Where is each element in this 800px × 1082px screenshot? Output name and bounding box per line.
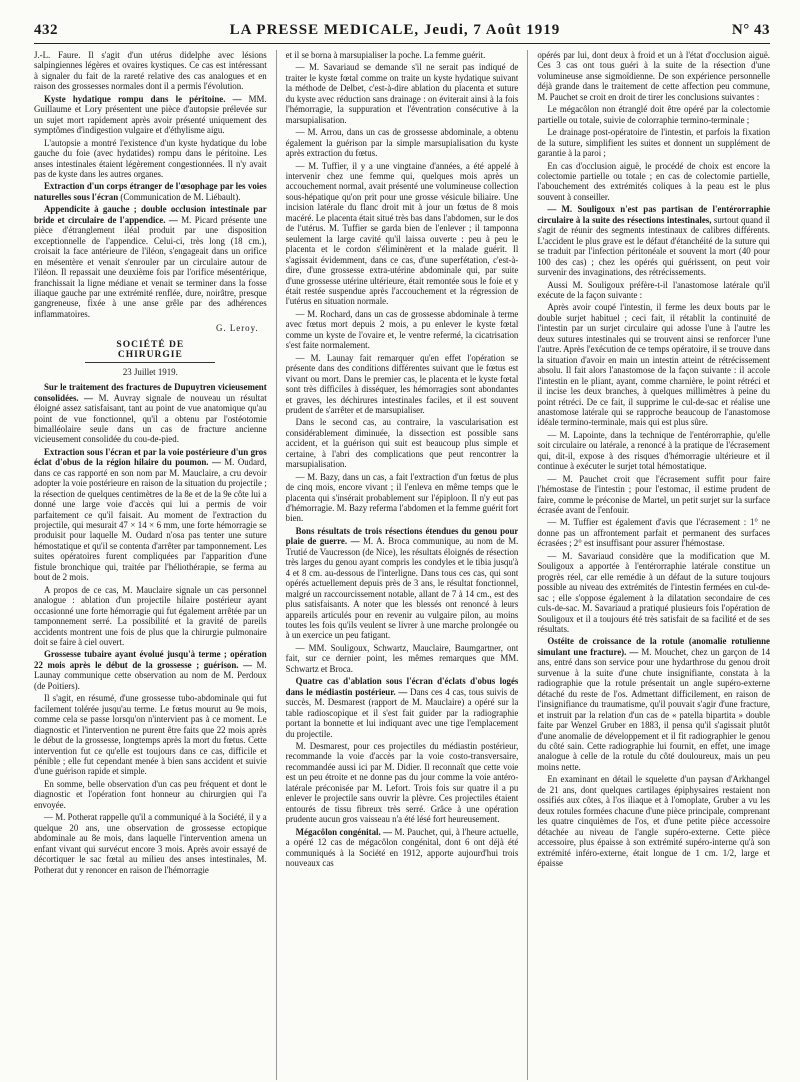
paragraph: [537, 204, 770, 277]
article-title: Sur le traitement des fractures de Dupuytren vicieusement consolidées. —: [34, 382, 267, 403]
article-title: Grossesse tubaire ayant évolué jusqu'à terme ; opération 22 mois après le début de la grossesse ; guérison. —: [34, 649, 267, 670]
paragraph-text: M. Auvray signale de nouveau un résultat éloigné assez satisfaisant, tant au point de vue anatomique qu'au point de vue fonctionnel, qu'il a obtenu par l'ostéotomie bimalléolaire seule dans un cas de fracture ancienne vicieusement consolidée du cou-de-pied.: [34, 392, 267, 445]
column-divider: [276, 50, 277, 1080]
article-title: Appendicite à gauche ; double occlusion intestinale par bride et circulaire de l'appendice. —: [34, 204, 267, 225]
paragraph: — M. Tuffier est également d'avis que l'écrasement : 1° ne donne pas un affrontement parfait et permanent des surfaces écrasées ; 2° est insuffisant pour assurer l'hémostase.: [537, 517, 771, 549]
paragraph: [34, 447, 267, 583]
issue-number: N° 43: [731, 22, 770, 38]
article-title: Mégacôlon congénital. —: [295, 826, 393, 837]
paragraph: — M. Lapointe, dans la technique de l'entérorraphie, qu'elle soit circulaire ou latérale, a renoncé à la pratique de l'écrasement qui, dit-il, expose à des risques d'hémorragie ultérieure et il continue à exécuter le surjet total hémostatique.: [537, 429, 771, 472]
header-rule: [34, 43, 770, 44]
paragraph: Aussi M. Souligoux préfère-t-il l'anastomose latérale qu'il exécute de la façon suivante :: [537, 279, 771, 300]
columns: [34, 50, 770, 1080]
paragraph: — M. Tuffier, il y a une vingtaine d'années, a été appelé à intervenir chez une femme qui, quelques mois après un accouchement normal, avait présenté une volumineuse collection sous-hépatique qu'on prit pour une grosse vésicule biliaire. Une incision latérale du flanc droit mit à jour un fœtus de 8 mois macéré. Le placenta était situé très bas dans l'abdomen, sur le dos de l'utérus. M. Tuffier se garda bien de l'enlever ; il tamponna seulement la large cavité qu'il laissa ouverte : peu à peu le placenta et le cordon s'éliminèrent et la malade guérit. Il s'agissait évidemment, dans ce cas, d'une superfétation, c'est-à-dire, d'une grossesse extra-utérine abdominale qui, par suite d'une grossesse utérine ultérieure, était remontée sous le foie et y était restée suspendue après l'accouchement et la régression de l'utérus en situation normale.: [285, 160, 519, 307]
paragraph: [34, 204, 267, 319]
article-title: Quatre cas d'ablation sous l'écran d'éclats d'obus logés dans le médiastin postérieur. —: [285, 676, 519, 697]
paragraph: Le drainage post-opératoire de l'intestin, et parfois la fixation de la suture, simplifient les suites et donnent un supplément de garantie à la paroi ;: [537, 127, 771, 159]
paragraph: [34, 94, 267, 136]
paragraph: [34, 181, 267, 202]
paragraph: [34, 382, 267, 445]
paragraph-text: M. Pauchet, qui, à l'heure actuelle, a opéré 12 cas de mégacôlon congénital, dont 6 ont déjà été communiqués à la Société en 1912, apporte aujourd'hui trois nouveaux cas: [285, 826, 519, 868]
paragraph: — MM. Souligoux, Schwartz, Mauclaire, Baumgartner, ont fait, sur ce dernier point, les mêmes remarques que MM. Schwartz et Broca.: [285, 642, 519, 674]
paragraph-text: Dans ces 4 cas, tous suivis de succès, M. Desmarest (rapport de M. Mauclaire) a opéré sur la table radioscopique et il s'est fait guider par la radiographie portant la bonnette et lui indiquant avec une tige l'emplacement du projectile.: [285, 686, 519, 739]
paragraph: — M. Potherat rappelle qu'il a communiqué à la Société, il y a quelque 20 ans, une observation de grossesse ectopique abdominale au 8e mois, dans laquelle l'intervention amena un enfant vivant qui survécut encore 3 mois. Après avoir essayé de décortiquer le sac fœtal au milieu des anses intestinales, M. Potherat dut y renoncer en raison de l'hémorragie: [34, 812, 267, 875]
article-title: Bons résultats de trois résections étendues du genou pour plaie de guerre. —: [285, 525, 519, 547]
paragraph-text: M. A. Broca communique, au nom de M. Trutié de Vaucresson (de Nice), les résultats éloignés de résection très larges du genou ayant compris les condyles et le tibia jusqu'à 4 et 8 cm. au-dessous de l'interligne. Dans tous ces cas, qui sont opérés actuellement depuis près de 3 ans, le résultat fonctionnel, malgré un raccourcissement notable, allant de 7 à 14 cm., est des plus satisfaisants. A noter que les blessés ont renoncé à leurs appareils articulés pour en revenir au vulgaire pilon, au moins toutes les fois qu'ils veulent se livrer à une marche prolongée ou à un exercice un peu fatigant.: [285, 536, 519, 641]
paragraph: Dans le second cas, au contraire, la vascularisation est considérablement diminuée, la dissection est possible sans accident, et la guérison qui suit est beaucoup plus simple et certaine, à l'abri des complications que peut rencontrer la marsupialisation.: [285, 417, 519, 470]
paragraph-text: M. Oudard, dans ce cas rapporté en son nom par M. Mauclaire, a cru devoir adopter la voie postérieure en raison de la situation du projectile ; la résection de quelques centimètres de la 8e et de la 9e côte lui a donné une large voie d'accès qui lui a permis de voir parfaitement ce qu'il faisait. Au moment de l'extraction du projectile, qui mesurait 47 × 14 × 6 mm, une forte hémorragie se produisit pour laquelle M. Oudard n'osa pas tenter une suture hémostatique et qu'il se contenta d'arrêter par tamponnement. Les suites opératoires furent compliquées par l'apparition d'une fistule bronchique qui, traitée par l'héliothérapie, se ferma au bout de 2 mois.: [34, 457, 267, 583]
paragraph: En cas d'occlusion aiguë, le procédé de choix est encore la colectomie partielle ou totale ; en cas de colectomie partielle, l'abouchement des extrémités coliques à la peau est le plus souvent à conseiller.: [537, 160, 771, 202]
article-title: Kyste hydatique rompu dans le péritoine. —: [44, 93, 242, 104]
page-number: 432: [34, 22, 58, 38]
paragraph-text: (Communication de M. Liébault).: [120, 191, 241, 202]
paragraph-text: M. Launay communique cette observation au nom de M. Perdoux (de Poitiers).: [34, 659, 267, 691]
paragraph: A propos de ce cas, M. Mauclaire signale un cas personnel analogue : ablation d'un projectile hilaire postérieur ayant occasionné une forte hémorragie qui fut également arrêtée par un tamponnement serré. La possibilité et la gravité de pareils accidents montrent une fois de plus que la chirurgie pulmonaire doit se faire à ciel ouvert.: [34, 584, 267, 648]
paragraph: — M. Launay fait remarquer qu'en effet l'opération se présente dans des conditions différentes suivant que le fœtus est vivant ou mort. Dans le premier cas, le placenta et le kyste fœtal sont très difficiles à disséquer, les hémorragies sont abondantes et graves, les déchirures intestinales faciles, et il est souvent prudent de s'arrêter et de marsupialiser.: [285, 352, 519, 415]
paragraph-text: M. Picard présente une pièce d'étranglement iléal produit par une disposition exceptionnelle de l'appendice. Celui-ci, très long (18 cm.), croisait la face antérieure de l'iléon, s'engageait dans un orifice en mésentère et venait s'enrouler par un circulaire autour de l'iléon. Il repassait une deuxième fois par l'orifice mésentérique, franchissait la ligne médiane et venait se terminer dans la fosse iliaque gauche par une extrémité renflée, dure, noirâtre, presque gangreneuse, fixée à une anse grêle par des adhérences inflammatoires.: [34, 214, 267, 319]
paragraph: En examinant en détail le squelette d'un paysan d'Arkhangel de 21 ans, dont quelques cartilages épiphysaires restaient non ossifiés aux côtes, à l'os iliaque et à l'omoplate, Gruber a vu les deux rotules formées chacune d'une pièce principale, comprenant les quatre cinquièmes de l'os, et d'une petite pièce accessoire détachée au niveau de l'angle supéro-externe. Cette pièce accessoire, plus épaisse à son extrémité supéro-interne qu'à son extrémité inféro-externe, était longue de 1 cm. 1/2, large et épaisse: [537, 774, 771, 868]
paragraph: Après avoir coupé l'intestin, il ferme les deux bouts par le double surjet habituel ; ceci fait, il rétablit la continuité de l'intestin par un surjet circulaire qui adosse l'une à l'autre les deux sutures intestinales qui se trouvent ainsi se renforcer l'une l'autre. Après l'exécution de ce temps opératoire, il se trouve dans la situation d'avoir en main un intestin atteint de rétrécissement absolu. Il fait alors l'anastomose de la façon suivante : il accole l'intestin en le pliant, ayant, comme charnière, le point rétréci et il incise les deux branches, à quelques millimètres à peine du point rétréci. De ce fait, il supprime le cul-de-sac et réalise une anastomose latérale qui se rapproche beaucoup de l'anastomose idéale termino-terminale, mais qui est plus sûre.: [537, 302, 771, 428]
paragraph-text: surtout quand il s'agit de réunir des segments intestinaux de calibres différents. L'accident le plus grave est le défaut d'étanchéité de la suture qui se traduit par l'infection péritonéale et souvent la mort (40 pour 100 des cas) ; chez les opérés qui guérissent, on peut voir survenir des invaginations, des rétrécissements.: [537, 214, 771, 278]
column-divider: [527, 50, 528, 1080]
paragraph: — M. Rochard, dans un cas de grossesse abdominale à terme avec fœtus mort depuis 2 mois, a pu enlever le kyste fœtal comme un kyste de l'ovaire et, le ventre refermé, la cicatrisation s'est faite normalement.: [285, 308, 519, 351]
paragraph: — M. Pauchet croit que l'écrasement suffit pour faire l'hémostase de l'intestin ; pour l'estomac, il estime prudent de faire, comme le préconise de Martel, un petit surjet sur la surface écrasée avant de l'enfouir.: [537, 473, 771, 516]
paragraph: — M. Bazy, dans un cas, a fait l'extraction d'un fœtus de plus de cinq mois, encore vivant ; il l'enleva en même temps que le placenta qui s'insérait probablement sur l'épiploon. Il n'y eut pas d'hémorragie. M. Bazy referma l'abdomen et la femme guérit fort bien.: [285, 471, 519, 524]
article-title: Ostéite de croissance de la rotule (anomalie rotulienne simulant une fracture). —: [537, 636, 771, 657]
paragraph: M. Desmarest, pour ces projectiles du médiastin postérieur, recommande la voie d'accès par la voie costo-transversaire, recommandée aussi ici par M. Didier. Il reconnaît que cette voie est un peu étroite et ne donne pas du jour comme la voie antéro-latérale préconisée par M. Lefort. Trois fois sur quatre il a pu enlever le projectile sans ouvrir la plèvre. Ces projectiles étaient entourés de tissu fibreux très serré. Grâce à une opération prudente aucun gros vaisseau n'a été lésé fort heureusement.: [285, 741, 519, 825]
paragraph: L'autopsie a montré l'existence d'un kyste hydatique du lobe gauche du foie (avec hydatides) rompu dans le péritoine. Les anses intestinales étaient légèrement congestionnées. Il n'y avait pas de kyste dans les autres organes.: [34, 137, 267, 179]
paragraph: — M. Savariaud considère que la modification que M. Souligoux a apportée à l'entérorraphie latérale constitue un progrès réel, car elle remédie à un défaut de la suture toujours possible au niveau des extrémités de l'intestin fermées en cul-de-sac ; elle s'oppose également à la dilatation secondaire de ces culs-de-sac. M. Savariaud a pratiqué plusieurs fois l'opération de Souligoux et il a toujours été très satisfait de sa facilité et de ses résultats.: [537, 550, 771, 635]
paragraph: Il s'agit, en résumé, d'une grossesse tubo-abdominale qui fut facilement tolérée jusqu'au terme. Le fœtus mourut au 9e mois, comme cela se passe lorsqu'on n'intervient pas à ce moment. Le diagnostic et l'intervention ne purent être faits que 22 mois après le début de la grossesse, longtemps après la mort du fœtus. Cette intervention fut ce qu'elle est toujours dans ce cas, difficile et pénible ; elle fut cependant menée à bien sans accident et suivie d'une guérison rapide et simple.: [34, 693, 267, 777]
paragraph: En somme, belle observation d'un cas peu fréquent et dont le diagnostic et l'opération font honneur au chirurgien qui l'a envoyée.: [34, 778, 267, 810]
paragraph: et il se borna à marsupialiser la poche. La femme guérit.: [285, 50, 486, 60]
column-2: [286, 50, 519, 1080]
paragraph: [34, 649, 267, 691]
paragraph: [286, 526, 519, 641]
paragraph: — M. Arrou, dans un cas de grossesse abdominale, a obtenu également la guérison par la simple marsupialisation du kyste après extraction du fœtus.: [285, 127, 519, 159]
article-title: Extraction d'un corps étranger de l'œsophage par les voies naturelles sous l'écran: [34, 181, 267, 202]
paragraph: — M. Savariaud se demande s'il ne serait pas indiqué de traiter le kyste fœtal comme on traite un kyste hydatique suivant la méthode de Delbet, c'est-à-dire ablation du placenta et suture du kyste avec réduction sans drainage : on éviterait ainsi à la fois l'hémorragie, la suppuration et l'éventration consécutive à la marsupialisation.: [285, 62, 519, 125]
page-header: [34, 22, 770, 39]
paragraph: [537, 636, 770, 772]
paragraph-text: M. Mouchet, chez un garçon de 14 ans, entré dans son service pour une hydarthrose du genou droit survenue à la suite d'une chute insignifiante, constata à la radiographie que la rotule présentait un angle supéro-externe détaché du reste de l'os. Admettant difficilement, en raison de l'insignifiance du traumatisme, qu'il pouvait s'agir d'une fracture, et instruit par la relation d'un cas de « patella bipartita » double faite par Wenzel Gruber en 1883, il pensa qu'il s'agissait plutôt d'une anomalie de développement et il fit radiographier le genou du côté sain. Cette radiographie lui fournit, en effet, une image analogue à celle de la rotule du côté douloureux, mais un peu moins nette.: [537, 646, 771, 772]
column-1: [34, 50, 267, 1080]
signature: G. Leroy.: [215, 323, 259, 334]
paragraph: [286, 676, 519, 739]
paragraph: [286, 827, 519, 869]
paragraph: Le mégacôlon non étranglé doit être opéré par la colectomie partielle ou totale, suivie de colorraphie termino-terminale ;: [537, 104, 771, 125]
journal-title: LA PRESSE MEDICALE, Jeudi, 7 Août 1919: [229, 22, 561, 38]
article-title: — M. Souligoux n'est pas partisan de l'entérorraphie circulaire à la suite des résections intestinales,: [537, 204, 771, 225]
section-heading: SOCIÉTÉ DE CHIRURGIE: [85, 340, 215, 363]
article-title: Extraction sous l'écran et par la voie postérieure d'un gros éclat d'obus de la région hilaire du poumon. —: [34, 446, 267, 468]
session-date: 23 Juillet 1919.: [122, 366, 178, 377]
paragraph: J.-L. Faure. Il s'agit d'un utérus didelphe avec lésions salpingiennes légères et ovaires kystiques. Ce cas est intéressant à signaler du fait de la rareté relative des cas analogues et en raison des grossesses normales dont il a permis l'évolution.: [34, 50, 267, 92]
column-3: [537, 50, 770, 1080]
paragraph-text: MM. Guillaume et Lory présentent une pièce d'autopsie prélevée sur un sujet mort rapidement après avoir présenté uniquement des symptômes d'indigestion vulgaire et d'éthylisme aigu.: [34, 93, 267, 136]
paragraph: opérés par lui, dont deux à froid et un à l'état d'occlusion aiguë. Ces 3 cas ont tous guéri à la suite de la résection d'une volumineuse anse sigmoïdienne. De son expérience personnelle déjà grande dans le traitement de cette affection peu commune, M. Pauchet se croit en droit de tirer les conclusions suivantes :: [537, 50, 771, 102]
